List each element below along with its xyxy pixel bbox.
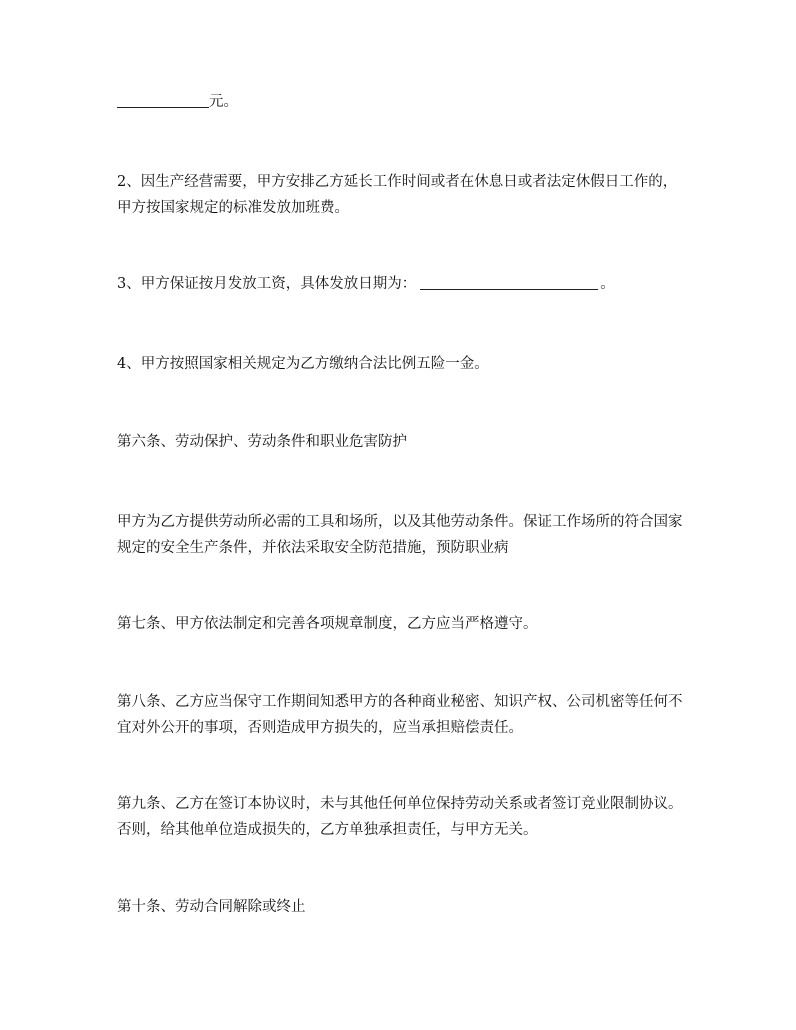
paragraph-article-8 [117,689,687,741]
heading-text: 第十条、劳动合同解除或终止 [117,899,306,915]
paragraph-text: 。 [600,276,615,292]
paragraph-text: 第七条、甲方依法制定和完善各项规章制度，乙方应当严格遵守。 [117,616,538,632]
heading-article-10 [117,894,687,920]
paragraph-text: 2、因生产经营需要，甲方安排乙方延长工作时间或者在休息日或者法定休假日工作的，甲方按国家规定的标准发放加班费。 [117,174,678,216]
paragraph-insurance [117,351,687,377]
blank-line [420,273,598,290]
paragraph-text: 4、甲方按照国家相关规定为乙方缴纳合法比例五险一金。 [117,356,489,372]
blank-line [117,91,209,108]
paragraph-article-9 [117,791,687,843]
heading-text: 第六条、劳动保护、劳动条件和职业危害防护 [117,434,407,450]
paragraph-article-7 [117,611,687,637]
heading-article-6 [117,429,687,455]
paragraph-text: 元。 [209,94,238,110]
paragraph-pay-date [117,271,687,297]
paragraph-overtime [117,169,687,221]
paragraph-text: 3、甲方保证按月发放工资，具体发放日期为： [117,276,417,292]
paragraph-text: 第九条、乙方在签订本协议时，未与其他任何单位保持劳动关系或者签订竞业限制协议。否则，给其他单位造成损失的，乙方单独承担责任，与甲方无关。 [117,796,683,838]
paragraph-text: 第八条、乙方应当保守工作期间知悉甲方的各种商业秘密、知识产权、公司机密等任何不宜对外公开的事项，否则造成甲方损失的，应当承担赔偿责任。 [117,694,683,736]
paragraph-salary-amount [117,89,687,115]
paragraph-labor-protection [117,509,687,561]
paragraph-text: 甲方为乙方提供劳动所必需的工具和场所，以及其他劳动条件。保证工作场所的符合国家规定的安全生产条件，并依法采取安全防范措施，预防职业病 [117,514,683,556]
